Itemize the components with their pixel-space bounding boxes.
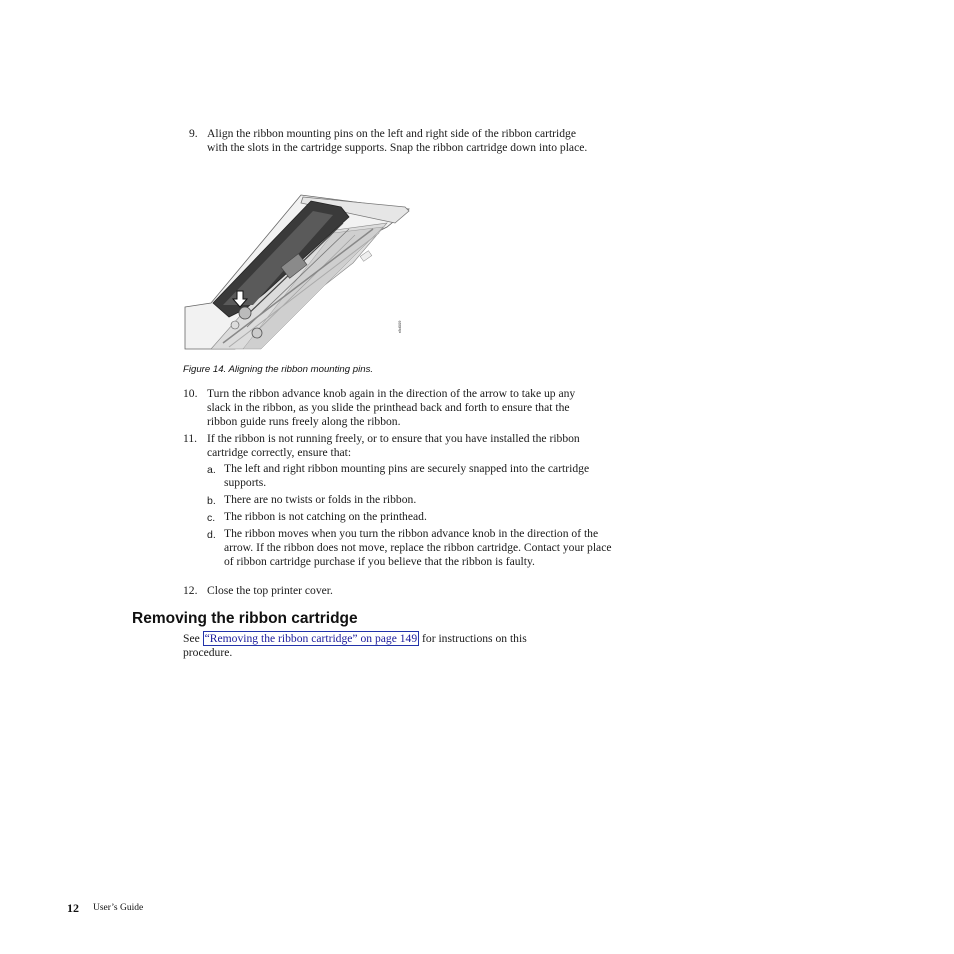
- sub-text: The ribbon moves when you turn the ribbon advance knob in the direction of the arrow. If the ribbon does not move, replace the ribbon cartridge. Contact your place of ribbon cartridge purchase if you believe that the ribbon is faulty.: [224, 527, 612, 568]
- step-text: Align the ribbon mounting pins on the left and right side of the ribbon cartridge with the slots in the cartridge supports. Snap the ribbon cartridge down into place.: [207, 127, 588, 154]
- step-text: If the ribbon is not running freely, or to ensure that you have installed the ribbon cartridge correctly, ensure that:: [207, 432, 580, 459]
- figure-code: r8d009: [397, 320, 402, 333]
- page-number: 12: [67, 901, 79, 915]
- section-paragraph: [183, 632, 573, 660]
- figure-14-illustration: [183, 193, 413, 351]
- step-number: 9.: [189, 127, 198, 140]
- paragraph-tail: for instructions on this procedure.: [183, 632, 527, 659]
- paragraph-lead: See: [183, 632, 203, 645]
- document-title: User’s Guide: [93, 903, 144, 913]
- cross-reference-link[interactable]: “Removing the ribbon cartridge” on page 149: [204, 632, 418, 645]
- step-text: Turn the ribbon advance knob again in the direction of the arrow to take up any slack in the ribbon, as you slide the printhead back and forth to ensure that the ribbon guide runs freely along the ribbon.: [207, 387, 576, 428]
- printer-ribbon-cartridge-drawing: [183, 193, 413, 351]
- step-number: 11.: [183, 432, 198, 445]
- sub-letter: a.: [207, 464, 216, 476]
- figure-caption: Figure 14. Aligning the ribbon mounting pins.: [183, 364, 374, 375]
- sub-letter: c.: [207, 512, 216, 524]
- sub-letter: b.: [207, 495, 216, 507]
- step-number: 10.: [183, 387, 198, 400]
- sub-text: The left and right ribbon mounting pins are securely snapped into the cartridge supports.: [224, 462, 590, 489]
- sub-text: The ribbon is not catching on the printhead.: [224, 510, 427, 523]
- step-text: Close the top printer cover.: [207, 584, 333, 597]
- step-number: 12.: [183, 584, 198, 597]
- sub-text: There are no twists or folds in the ribbon.: [224, 493, 417, 506]
- section-heading: Removing the ribbon cartridge: [132, 610, 358, 627]
- sub-letter: d.: [207, 529, 216, 541]
